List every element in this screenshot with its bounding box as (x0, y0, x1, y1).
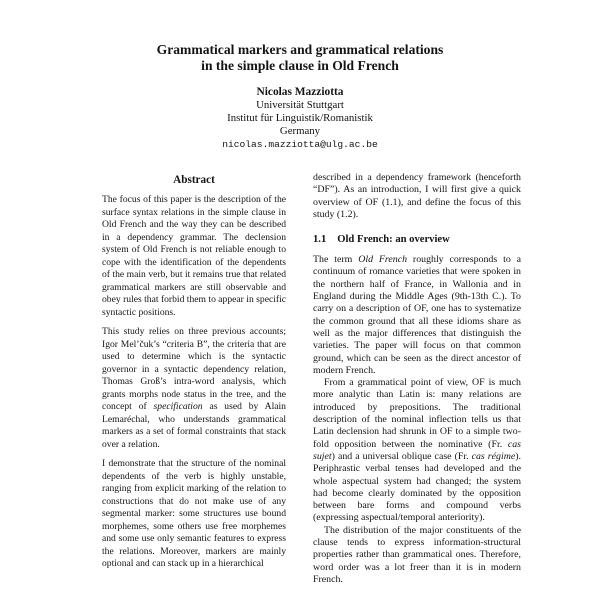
affiliation-line: Institut für Linguistik/Romanistik (227, 112, 373, 124)
paper-title-line: in the simple clause in Old French (201, 57, 399, 73)
abstract-paragraph: The focus of this paper is the description of the surface syntax relations in the simple clause in Old French and the way they can be described in a dependency grammar. The declension system of Old French is not reliable enough to cope with the identification of the dependents of the main verb, but it remains true that related grammatical markers are still observable and obey rules that forbid them to appear in specific syntactic positions. (102, 194, 286, 318)
affiliation-line: Germany (279, 125, 321, 137)
left-column (102, 172, 286, 578)
abstract-heading: Abstract (173, 174, 215, 186)
section-number: 1.1 (313, 234, 327, 246)
abstract-paragraph: I demonstrate that the structure of the nominal dependents of the verb is highly unstable, ranging from explicit marking of the relation to constructions that do not make use of any segmental marker: some structures use bound morphemes, some others use free morphemes and some use only semantic features to express the relations. Moreover, markers are mainly optional and can stack up in a hierarchical (102, 458, 286, 569)
section-heading (313, 234, 521, 245)
body-paragraph: The distribution of the major constituents of the clause tends to express information-structural properties rather than grammatical ones. Therefore, word order was a lot freer than it is in modern French. (313, 524, 521, 585)
paper-title-line: Grammatical markers and grammatical relations (156, 42, 444, 57)
body-paragraph: The term Old French roughly corresponds to a continuum of romance varieties that were spoken in the northern half of France, in Wallonia and in England during the Middle Ages (9th-13th C.). To carry on a description of OF, one has to systematize the common ground that all these idioms share as well as the major differences that distinguish the varieties. The paper will focus on that common ground, which can be seen as the direct ancestor of modern French. (313, 254, 522, 376)
right-column (313, 172, 521, 586)
author-name: Nicolas Mazziotta (256, 86, 344, 98)
affiliation-line: Universität Stuttgart (256, 99, 344, 111)
abstract-paragraph: This study relies on three previous accounts; Igor Mel’čuk’s “criteria B”, the criteria that are used to determine which is the syntactic governor in a syntactic dependency relation, Thomas Groß’s intra-word analysis, which grants morphs node status in the tree, and the concept of specification as used by Alain Lemaréchal, who understands grammatical markers as a set of formal constraints that stack over a relation. (102, 326, 286, 450)
body-paragraph: From a grammatical point of view, OF is much more analytic than Latin is: many relations are introduced by prepositions. The traditional description of the nominal inflection tells us that Latin declension had shrunk in OF to a simple two-fold opposition between the nominative (Fr. cas sujet) and a universal oblique case (Fr. cas régime). Periphrastic verbal tenses had developed and the whole aspectual system had changed; the system had become clearly dominated by the opposition between bare forms and compound verbs (expressing aspectual/temporal anteriority). (313, 377, 521, 524)
paper-title (0, 42, 600, 73)
intro-continuation-paragraph: described in a dependency framework (henceforth “DF”). As an introduction, I will first give a quick overview of OF (1.1), and define the focus of this study (1.2). (313, 172, 521, 220)
author-email: nicolas.mazziotta@ulg.ac.be (222, 139, 378, 150)
section-title: Old French: an overview (337, 234, 450, 246)
author-block (0, 86, 600, 152)
